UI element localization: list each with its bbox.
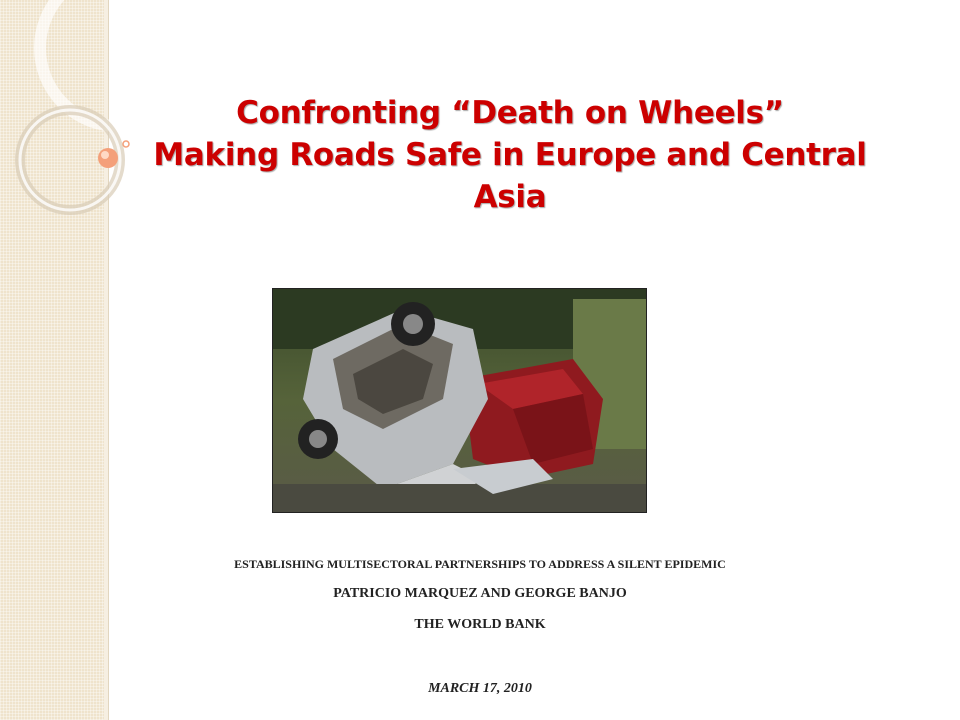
organization: THE WORLD BANK — [414, 617, 546, 632]
subtitle: ESTABLISHING MULTISECTORAL PARTNERSHIPS TO ADDRESS A SILENT EPIDEMIC — [234, 557, 726, 571]
title-line-3: Asia — [473, 179, 547, 215]
authors: PATRICIO MARQUEZ AND GEORGE BANJO — [333, 586, 627, 601]
title-line-1: Confronting “Death on Wheels” — [236, 95, 784, 131]
presentation-date: MARCH 17, 2010 — [428, 681, 532, 696]
title-line-2: Making Roads Safe in Europe and Central — [153, 137, 867, 173]
slide-title — [110, 92, 910, 218]
car-crash-photo — [272, 288, 647, 513]
